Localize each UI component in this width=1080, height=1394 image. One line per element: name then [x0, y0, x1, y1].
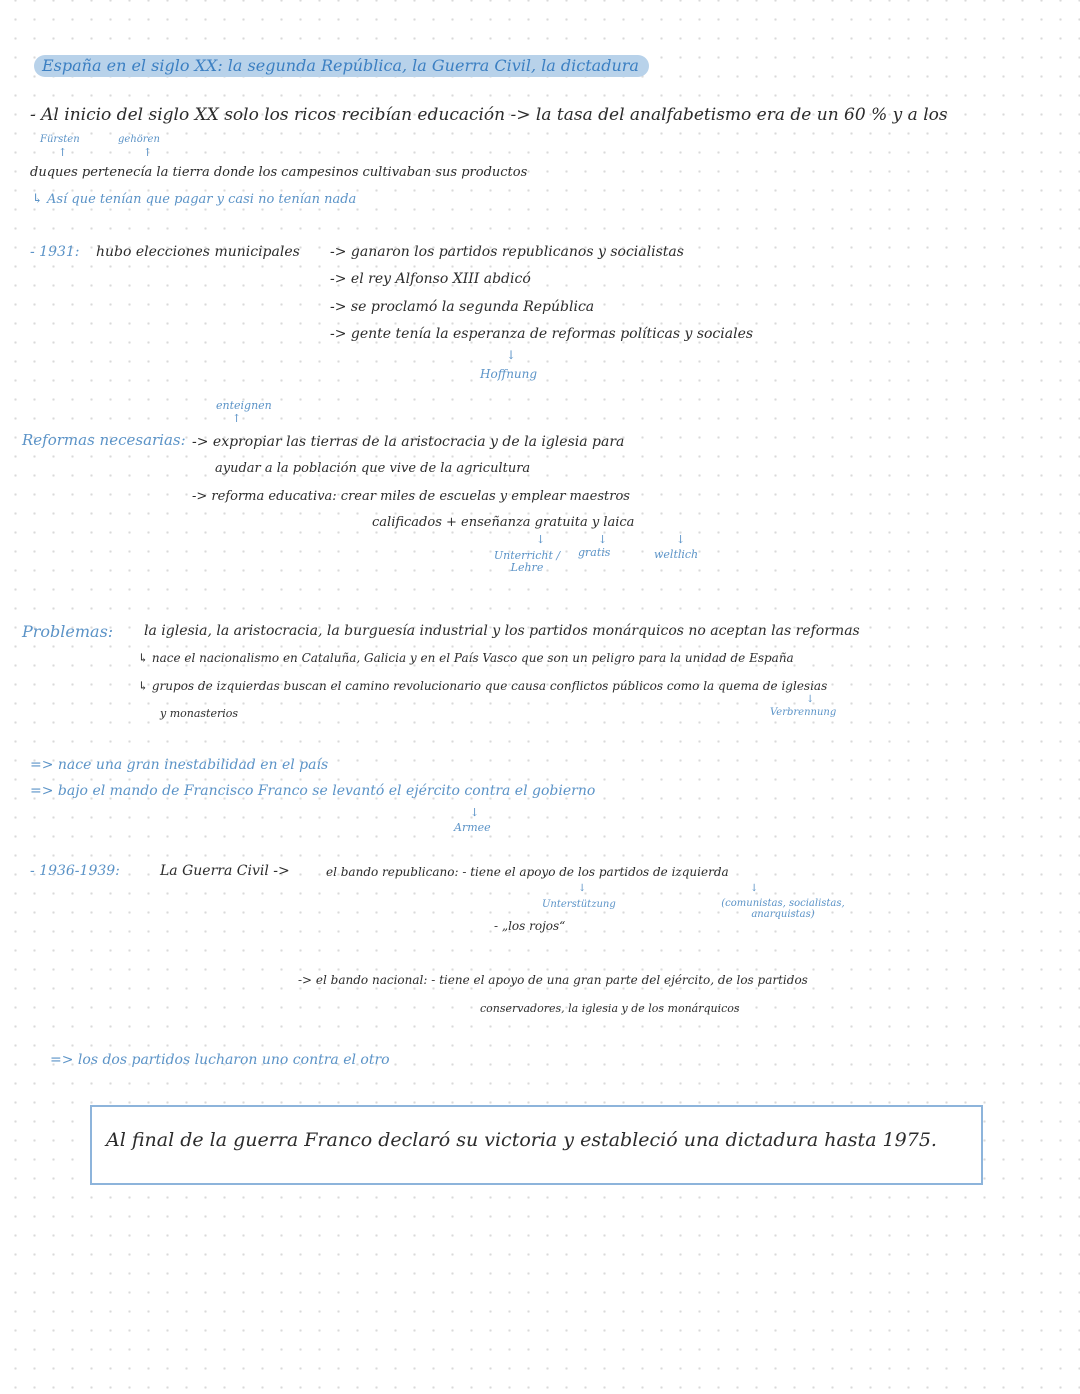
problemas-heading: Problemas:	[22, 622, 114, 641]
consecuencia-1: => nace una gran inestabilidad en el país	[30, 757, 329, 773]
gloss-verbrennung: Verbrennung	[770, 707, 837, 718]
arrow-down-icon: ↓	[536, 533, 546, 546]
bando-nacional-line-2: conservadores, la iglesia y de los monárquicos	[480, 1002, 740, 1015]
arrow-down-icon: ↓	[506, 348, 517, 362]
gloss-armee: Armee	[454, 821, 491, 834]
gloss-partidos-izquierda: (comunistas, socialistas, anarquistas)	[721, 898, 845, 920]
consecuencia-2: => bajo el mando de Francisco Franco se levantó el ejército contra el gobierno	[30, 783, 596, 799]
page-title: España en el siglo XX: la segunda República, la Guerra Civil, la dictadura	[34, 55, 649, 77]
gloss-hoffnung: Hoffnung	[480, 367, 538, 381]
gloss-enteignen: enteignen	[216, 399, 272, 412]
arrow-down-icon: ↓	[578, 883, 587, 894]
problemas-line-3: ↳ grupos de izquierdas buscan el camino revolucionario que causa conflictos públicos como la quema de iglesias	[138, 679, 828, 693]
reformas-heading: Reformas necesarias:	[22, 431, 186, 449]
gloss-gratis: gratis	[578, 546, 611, 559]
guerra-conclusion: => los dos partidos lucharon uno contra el otro	[50, 1052, 390, 1068]
gloss-unterricht: Unterricht / Lehre	[493, 549, 561, 574]
bando-republicano: el bando republicano: - tiene el apoyo de los partidos de izquierda	[326, 865, 729, 879]
arrow-up-icon: ↑	[232, 412, 242, 425]
arrow-down-icon: ↓	[598, 533, 608, 546]
arrow-down-icon: ↓	[470, 806, 480, 819]
bando-nacional-line-1: -> el bando nacional: - tiene el apoyo de una gran parte del ejército, de los partidos	[298, 973, 808, 987]
list-item: -> ganaron los partidos republicanos y socialistas	[330, 244, 684, 260]
reforma-1-line-2: ayudar a la población que vive de la agricultura	[215, 461, 531, 476]
los-rojos: - „los rojos“	[494, 919, 566, 933]
arrow-down-icon: ↓	[750, 883, 759, 894]
elecciones-label: hubo elecciones municipales	[96, 244, 300, 260]
list-item: -> el rey Alfonso XIII abdicó	[330, 271, 531, 287]
arrow-down-icon: ↓	[676, 533, 686, 546]
gloss-unterstutzung: Unterstützung	[542, 899, 616, 910]
reforma-1-line-1: -> expropiar las tierras de la aristocracia y de la iglesia para	[192, 434, 625, 450]
gloss-weltlich: weltlich	[654, 548, 699, 561]
summary-box	[90, 1105, 983, 1185]
intro-line-1: - Al inicio del siglo XX solo los ricos recibían educación -> la tasa del analfabetismo era de un 60 % y a los	[30, 105, 948, 125]
intro-line-2: duques pertenecía la tierra donde los campesinos cultivaban sus productos	[30, 165, 528, 180]
reforma-2-line-1: -> reforma educativa: crear miles de escuelas y emplear maestros	[192, 489, 630, 504]
list-item: -> se proclamó la segunda República	[330, 299, 595, 315]
gloss-furst: Fürsten	[40, 134, 80, 145]
year-1936-1939: - 1936-1939:	[30, 863, 120, 879]
guerra-civil-label: La Guerra Civil ->	[160, 863, 290, 879]
year-1931: - 1931:	[30, 244, 80, 260]
gloss-gehoren: gehören	[118, 134, 160, 145]
reforma-2-line-2: calificados + enseñanza gratuita y laica	[372, 515, 635, 530]
list-item: -> gente tenía la esperanza de reformas políticas y sociales	[330, 326, 754, 342]
arrow-up-icon: ↑	[143, 146, 153, 159]
summary-text: Al final de la guerra Franco declaró su victoria y estableció una dictadura hasta 1975.	[106, 1129, 937, 1151]
problemas-line-2: ↳ nace el nacionalismo en Cataluña, Galicia y en el País Vasco que son un peligro para la unidad de España	[138, 651, 794, 665]
problemas-line-1: la iglesia, la aristocracia, la burguesía industrial y los partidos monárquicos no aceptan las reformas	[144, 623, 860, 639]
problemas-line-4: y monasterios	[160, 707, 239, 720]
arrow-up-icon: ↑	[58, 146, 68, 159]
arrow-down-icon: ↓	[806, 694, 815, 705]
intro-line-3: ↳ Así que tenían que pagar y casi no tenían nada	[32, 192, 357, 207]
